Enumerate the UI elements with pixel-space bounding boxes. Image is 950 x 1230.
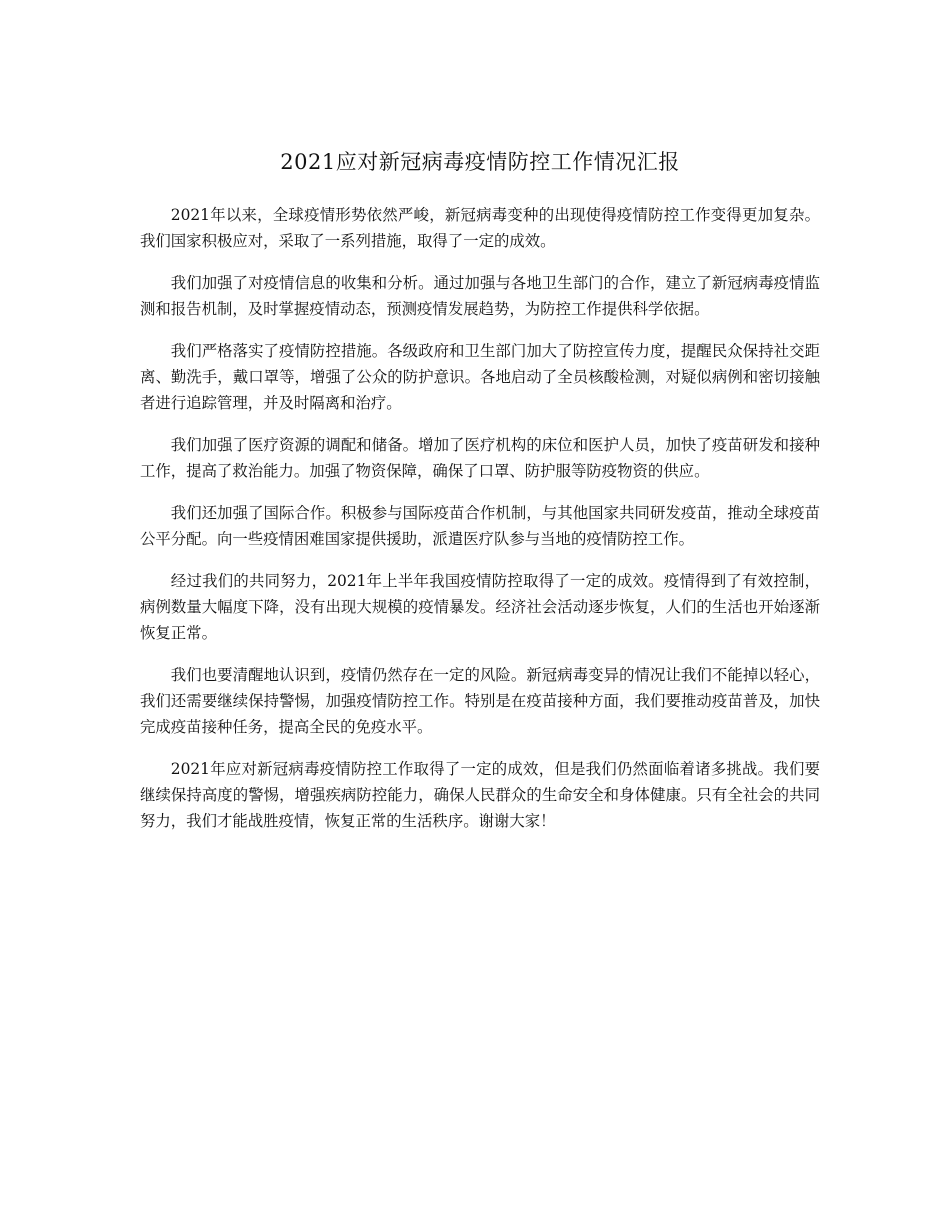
- paragraph-2: 我们加强了对疫情信息的收集和分析。通过加强与各地卫生部门的合作，建立了新冠病毒疫情监测和报告机制，及时掌握疫情动态，预测疫情发展趋势，为防控工作提供科学依据。: [140, 274, 820, 318]
- paragraph-6: 经过我们的共同努力，2021年上半年我国疫情防控取得了一定的成效。疫情得到了有效控制，病例数量大幅度下降，没有出现大规模的疫情暴发。经济社会活动逐步恢复，人们的生活也开始逐渐恢复正常。: [140, 572, 820, 642]
- paragraph-1: 2021年以来，全球疫情形势依然严峻，新冠病毒变种的出现使得疫情防控工作变得更加复杂。我们国家积极应对，采取了一系列措施，取得了一定的成效。: [140, 206, 820, 250]
- paragraph-3: 我们严格落实了疫情防控措施。各级政府和卫生部门加大了防控宣传力度，提醒民众保持社交距离、勤洗手，戴口罩等，增强了公众的防护意识。各地启动了全员核酸检测，对疑似病例和密切接触者进行追踪管理，并及时隔离和治疗。: [140, 342, 820, 412]
- document-body: [140, 146, 820, 850]
- paragraph-7: 我们也要清醒地认识到，疫情仍然存在一定的风险。新冠病毒变异的情况让我们不能掉以轻心，我们还需要继续保持警惕，加强疫情防控工作。特别是在疫苗接种方面，我们要推动疫苗普及，加快完成疫苗接种任务，提高全民的免疫水平。: [140, 666, 820, 736]
- document-title: 2021应对新冠病毒疫情防控工作情况汇报: [280, 150, 680, 174]
- paragraph-5: 我们还加强了国际合作。积极参与国际疫苗合作机制，与其他国家共同研发疫苗，推动全球疫苗公平分配。向一些疫情困难国家提供援助，派遣医疗队参与当地的疫情防控工作。: [140, 504, 820, 548]
- paragraph-4: 我们加强了医疗资源的调配和储备。增加了医疗机构的床位和医护人员，加快了疫苗研发和接种工作，提高了救治能力。加强了物资保障，确保了口罩、防护服等防疫物资的供应。: [140, 436, 820, 480]
- paragraph-8: 2021年应对新冠病毒疫情防控工作取得了一定的成效，但是我们仍然面临着诸多挑战。我们要继续保持高度的警惕，增强疾病防控能力，确保人民群众的生命安全和身体健康。只有全社会的共同努力，我们才能战胜疫情，恢复正常的生活秩序。谢谢大家！: [140, 760, 820, 830]
